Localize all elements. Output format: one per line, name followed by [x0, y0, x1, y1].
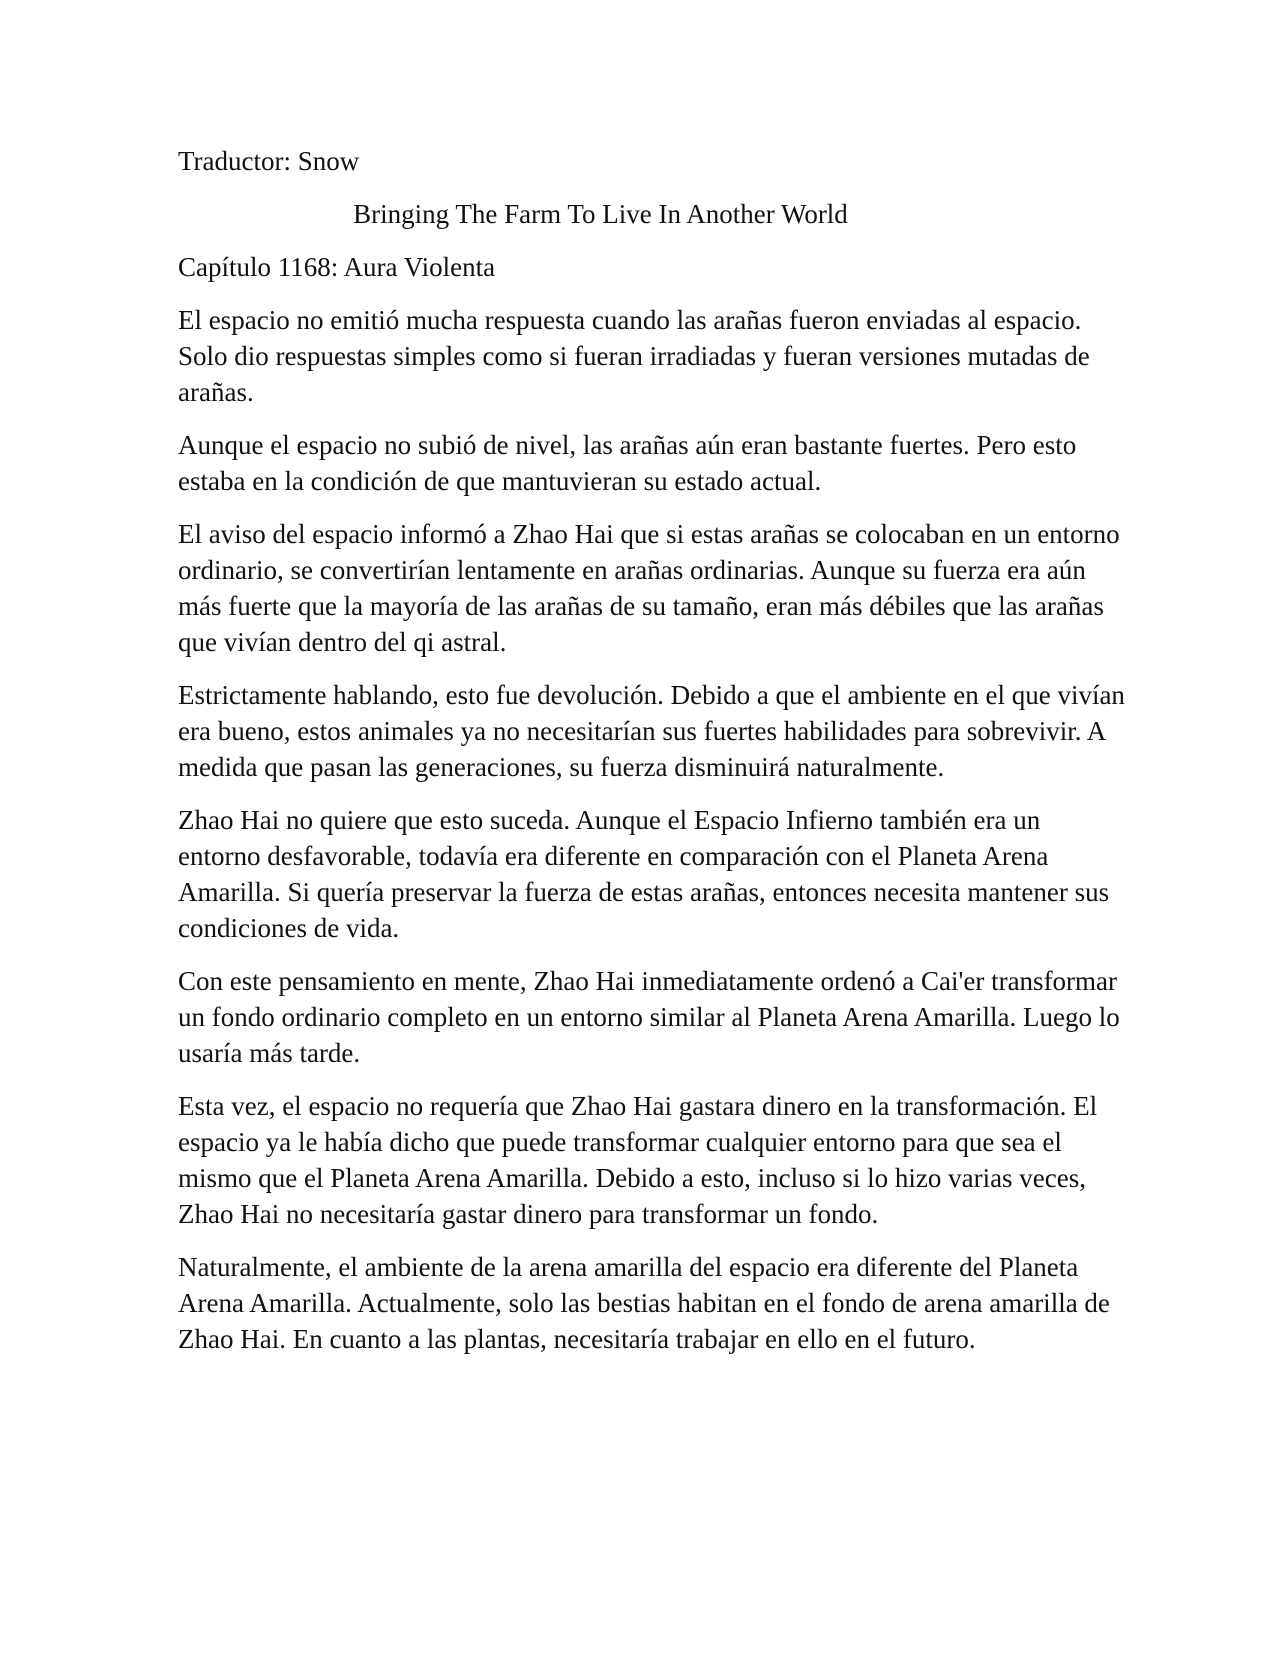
paragraph: Con este pensamiento en mente, Zhao Hai inmediatamente ordenó a Cai'er transformar un fondo ordinario completo en un entorno similar al Planeta Arena Amarilla. Luego lo usaría más tarde. [178, 966, 1120, 1068]
paragraph: Zhao Hai no quiere que esto suceda. Aunque el Espacio Infierno también era un entorno desfavorable, todavía era diferente en comparación con el Planeta Arena Amarilla. Si quería preservar la fuerza de estas arañas, entonces necesita mantener sus condiciones de vida. [178, 805, 1110, 943]
paragraph: Estrictamente hablando, esto fue devolución. Debido a que el ambiente en el que vivían era bueno, estos animales ya no necesitarían sus fuertes habilidades para sobrevivir. A medida que pasan las generaciones, su fuerza disminuirá naturalmente. [178, 680, 1125, 782]
document-body [178, 143, 1128, 1374]
paragraph: Naturalmente, el ambiente de la arena amarilla del espacio era diferente del Planeta Arena Amarilla. Actualmente, solo las bestias habitan en el fondo de arena amarilla de Zhao Hai. En cuanto a las plantas, necesitaría trabajar en ello en el futuro. [178, 1252, 1110, 1354]
paragraph: El aviso del espacio informó a Zhao Hai que si estas arañas se colocaban en un entorno ordinario, se convertirían lentamente en arañas ordinarias. Aunque su fuerza era aún más fuerte que la mayoría de las arañas de su tamaño, eran más débiles que las arañas que vivían dentro del qi astral. [178, 519, 1120, 657]
translator-credit: Traductor: Snow [178, 146, 360, 176]
paragraph: Aunque el espacio no subió de nivel, las arañas aún eran bastante fuertes. Pero esto estaba en la condición de que mantuvieran su estado actual. [178, 430, 1077, 496]
chapter-heading: Capítulo 1168: Aura Violenta [178, 252, 496, 282]
book-title: Bringing The Farm To Live In Another World [353, 199, 848, 229]
paragraph: Esta vez, el espacio no requería que Zhao Hai gastara dinero en la transformación. El espacio ya le había dicho que puede transformar cualquier entorno para que sea el mismo que el Planeta Arena Amarilla. Debido a esto, incluso si lo hizo varias veces, Zhao Hai no necesitaría gastar dinero para transformar un fondo. [178, 1091, 1098, 1229]
paragraph: El espacio no emitió mucha respuesta cuando las arañas fueron enviadas al espacio. Solo dio respuestas simples como si fueran irradiadas y fueran versiones mutadas de arañas. [178, 305, 1090, 407]
